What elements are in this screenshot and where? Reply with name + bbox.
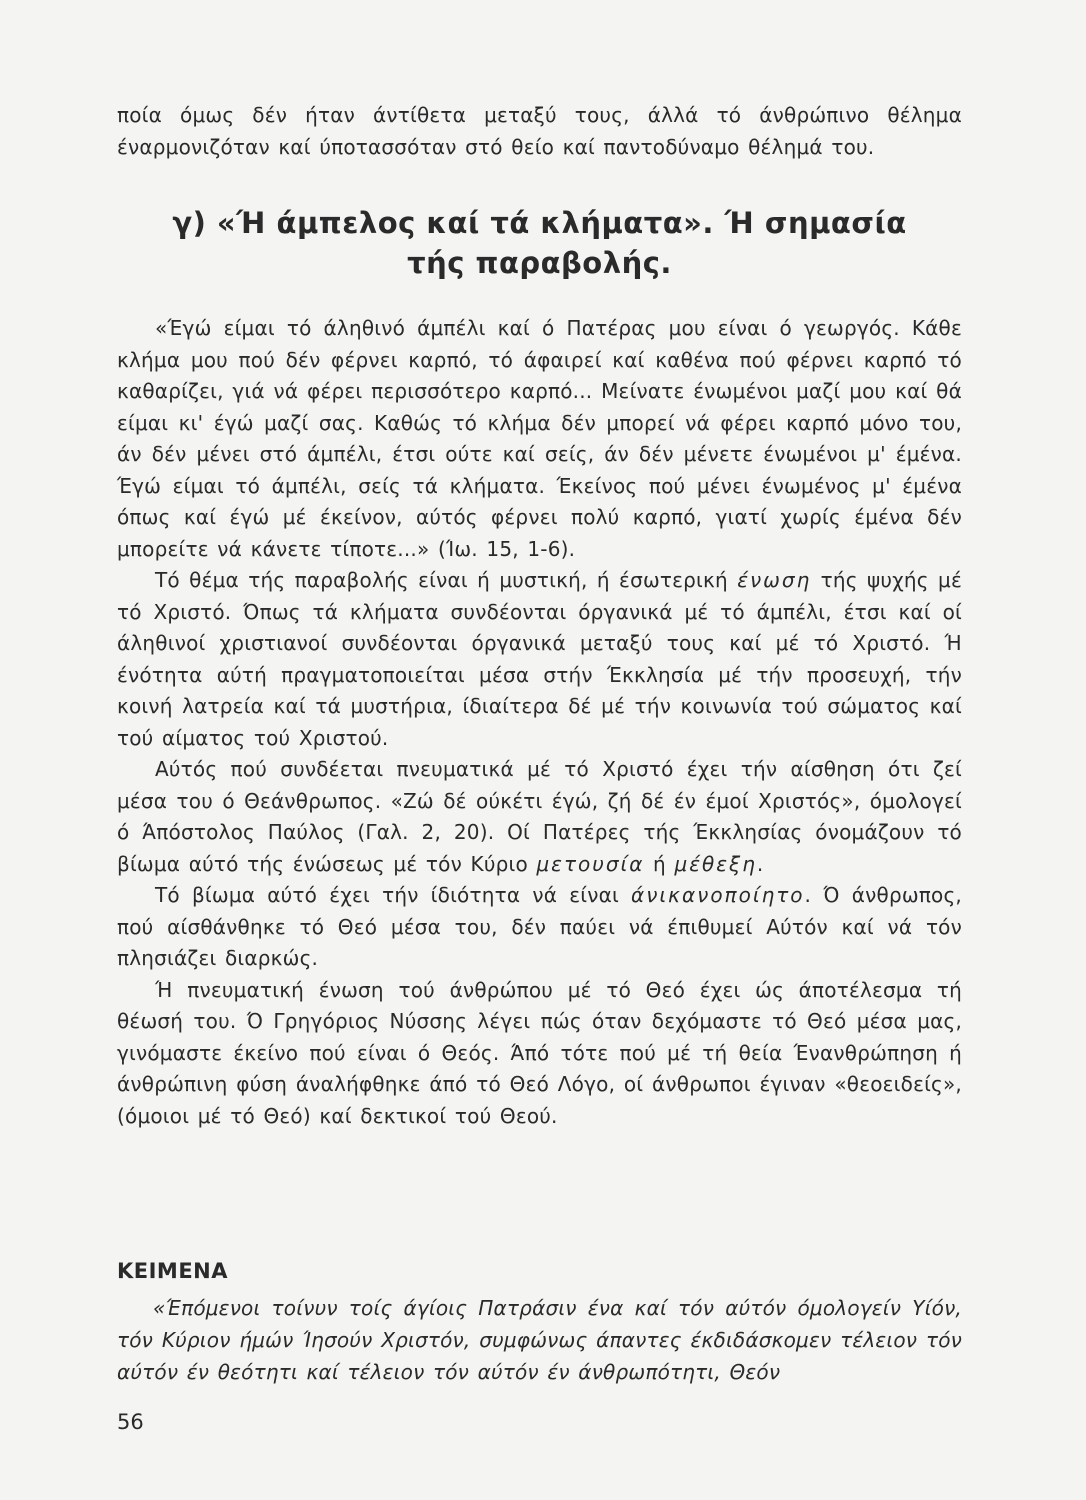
section-heading-line-1: γ) «Ή άμπελος καί τά κλήματα». Ή σημασία [172, 206, 907, 240]
scripture-quote-paragraph: «Έγώ είμαι τό άληθινό άμπέλι καί ό Πατέρας μου είναι ό γεωργός. Κάθε κλήμα μου πού δέν φέρνει καρπό, τό άφαιρεί καί καθένα πού φέρνει καρπό τό καθαρίζει, γιά νά φέρει περισσότερο καρπό... Μείνατε ένωμένοι μαζί μου καί θά είμαι κι' έγώ μαζί σας. Καθώς τό κλήμα δέν μπορεί νά φέρει καρπό μόνο του, άν δέν μένει στό άμπέλι, έτσι ούτε καί σείς, άν δέν μένετε ένωμένοι μ' έμένα. Έγώ είμαι τό άμπέλι, σείς τά κλήματα. Έκείνος πού μένει ένωμένος μ' έμένα όπως καί έγώ μέ έκείνον, αύτός φέρνει πολύ καρπό, γιατί χωρίς έμένα δέν μπορείτε νά κάνετε τίποτε...» (Ίω. 15, 1-6). [117, 316, 962, 561]
emphasis-methexi: μέθεξη [674, 851, 757, 876]
paragraph-insatiable-text-b: . Ό άνθρωπος, πού αίσθάνθηκε τό Θεό μέσα του, δέν παύει νά έπιθυμεί Αύτόν καί νά τόν πλησιάζει διαρκώς. [117, 883, 962, 970]
section-heading-line-2: τής παραβολής. [407, 246, 672, 280]
texts-section-label: ΚΕΙΜΕΝΑ [117, 1259, 229, 1283]
paragraph-experience-text-a: Αύτός πού συνδέεται πνευματικά μέ τό Χριστό έχει τήν αίσθηση ότι ζεί μέσα του ό Θεάνθρωπος. «Ζώ δέ ούκέτι έγώ, ζή δέ έν έμοί Χριστός», όμολογεί ό Άπόστολος Παύλος (Γαλ. 2, 20). Οί Πατέρες τής Έκκλησίας όνομάζουν τό βίωμα αύτό τής ένώσεως μέ τόν Κύριο [117, 757, 962, 876]
paragraph-theosis: Ή πνευματική ένωση τού άνθρώπου μέ τό Θεό έχει ώς άποτέλεσμα τή θέωσή του. Ό Γρηγόριος Νύσσης λέγει πώς όταν δεχόμαστε τό Θεό μέσα μας, γινόμαστε έκείνο πού είναι ό Θεός. Άπό τότε πού μέ τή θεία Ένανθρώπηση ή άνθρώπινη φύση άναλήφθηκε άπό τό Θεό Λόγο, οί άνθρωποι έγιναν «θεοειδείς», (όμοιοι μέ τό Θεό) καί δεκτικοί τού Θεού. [117, 977, 962, 1128]
emphasis-metousia: μετουσία [536, 851, 645, 876]
emphasis-enosi: ένωση [737, 568, 812, 592]
intro-paragraph: ποία όμως δέν ήταν άντίθετα μεταξύ τους, άλλά τό άνθρώπινο θέλημα έναρμονιζόταν καί ύποτασσόταν στό θείο καί παντοδύναμο θέλημά του. [117, 103, 962, 159]
paragraph-experience-text-end: . [756, 851, 764, 876]
paragraph-union-text-b: τής ψυχής μέ τό Χριστό. Όπως τά κλήματα συνδέονται όργανικά μέ τό άμπέλι, έτσι καί οί άληθινοί χριστιανοί συνδέονται όργανικά μεταξύ τους καί μέ τό Χριστό. Ή ένότητα αύτή πραγματοποιείται μέσα στήν Έκκλησία μέ τήν προσευχή, τήν κοινή λατρεία καί τά μυστήρια, ίδιαίτερα δέ μέ τήν κοινωνία τού σώματος καί τού αίματος τού Χριστού. [117, 568, 962, 750]
paragraph-insatiable [117, 880, 962, 975]
page-number: 56 [117, 1410, 144, 1434]
paragraph-union-text-a: Τό θέμα τής παραβολής είναι ή μυστική, ή έσωτερική [155, 568, 738, 592]
texts-excerpt-block [117, 1292, 962, 1388]
paragraph-experience-text-mid: ή [644, 851, 675, 876]
section-heading [117, 203, 962, 283]
emphasis-anikanopoiito: άνικανοποίητο [631, 883, 805, 907]
paragraph-insatiable-text-a: Τό βίωμα αύτό έχει τήν ίδιότητα νά είναι [155, 883, 632, 907]
paragraph-experience [117, 754, 962, 880]
paragraph-union [117, 565, 962, 754]
page-body [117, 100, 962, 1132]
texts-excerpt: «Έπόμενοι τοίνυν τοίς άγίοις Πατράσιν ένα καί τόν αύτόν όμολογείν Υίόν, τόν Κύριον ήμών Ίησούν Χριστόν, συμφώνως άπαντες έκδιδάσκομεν τέλειον τόν αύτόν έν θεότητι καί τέλειον τόν αύτόν έν άνθρωπότητι, Θεόν [117, 1296, 962, 1384]
